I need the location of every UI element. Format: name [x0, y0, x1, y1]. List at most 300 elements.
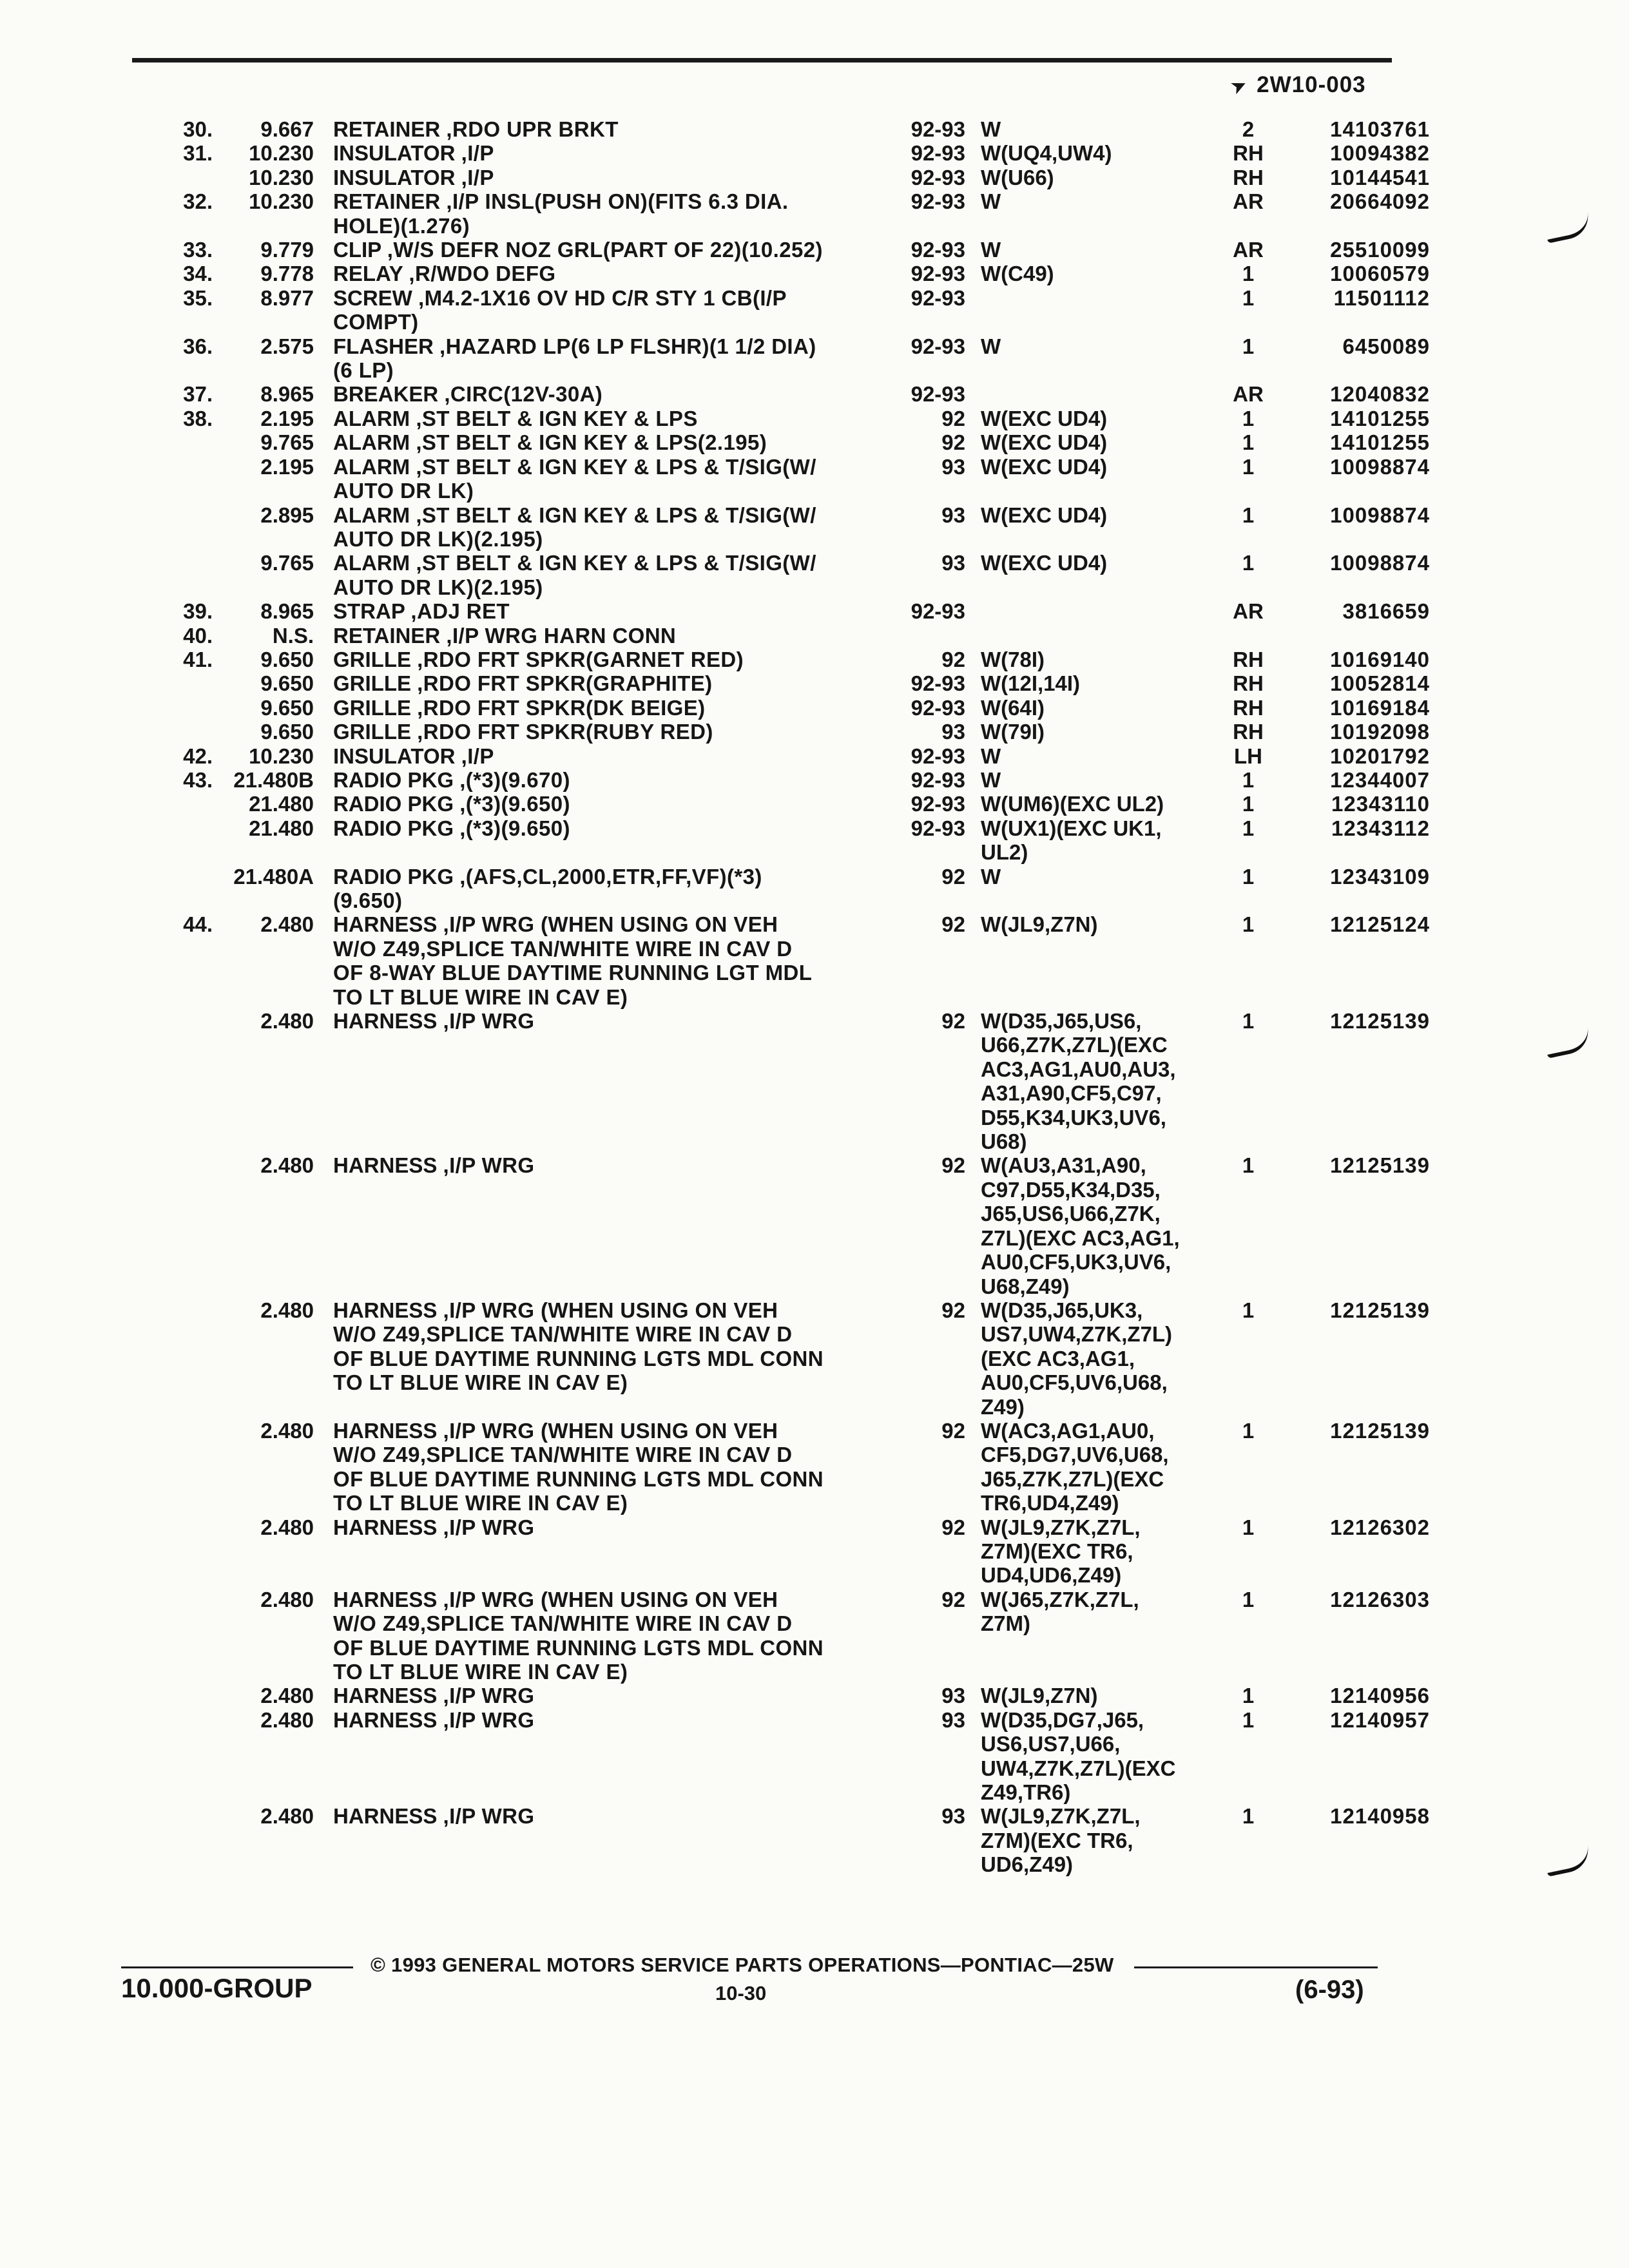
figure-number: 2.480 [260, 1418, 314, 1443]
part-description [333, 1298, 886, 1419]
part-name: GRILLE [333, 695, 418, 720]
usage-codes: W [981, 334, 1001, 358]
ref-number: 41. [183, 647, 213, 671]
part-detail: ,M4.2-1X16 OV HD C/R STY 1 CB(I/P COMPT) [333, 285, 787, 334]
part-name: GRILLE [333, 671, 418, 696]
parts-row [0, 1588, 1629, 1684]
figure-number: 2.480 [260, 1684, 314, 1708]
usage-codes [977, 599, 1217, 623]
ref-number: 30. [183, 117, 213, 141]
usage-codes: W(64I) [981, 695, 1045, 720]
model-years: 92 [941, 647, 965, 671]
figure-number: 10.230 [249, 165, 314, 189]
quantity: 1 [1242, 1515, 1255, 1539]
quantity: 1 [1242, 912, 1255, 937]
part-name: GRILLE [333, 647, 418, 671]
part-detail: ,I/P [461, 744, 494, 768]
part-number: 14103761 [1330, 117, 1430, 141]
part-detail: ,RDO FRT SPKR(GARNET RED) [417, 647, 744, 671]
part-number: 12140958 [1330, 1804, 1430, 1829]
part-number: 12125139 [1330, 1418, 1430, 1443]
parts-row [0, 816, 1629, 865]
part-detail: ,I/P WRG [443, 1009, 535, 1033]
ref-number: 36. [183, 334, 213, 358]
quantity: 1 [1242, 1418, 1255, 1443]
copyright-line: © 1993 GENERAL MOTORS SERVICE PARTS OPERATIONS—PONTIAC—25W [371, 1954, 1114, 1976]
model-years: 92 [941, 912, 965, 937]
part-name: HARNESS [333, 912, 443, 937]
parts-row [0, 166, 1629, 189]
part-name: STRAP [333, 599, 411, 624]
model-years: 93 [941, 1804, 965, 1829]
parts-row [0, 503, 1629, 552]
part-name: ALARM [333, 503, 416, 527]
part-description [333, 624, 886, 648]
part-description [333, 189, 886, 238]
ref-number [0, 551, 213, 599]
ref-number: 38. [183, 406, 213, 430]
part-description [333, 744, 886, 768]
model-years: 93 [941, 1707, 965, 1732]
parts-row [0, 912, 1629, 1009]
parts-row [0, 1515, 1629, 1588]
figure-number: 9.650 [260, 720, 314, 744]
part-number: 12126303 [1330, 1587, 1430, 1611]
part-name: RADIO PKG [333, 767, 460, 792]
usage-codes [977, 624, 1217, 648]
ref-number [0, 1515, 213, 1588]
part-description [333, 720, 886, 744]
ref-number [0, 671, 213, 695]
part-name: ALARM [333, 551, 416, 575]
ref-number: 43. [183, 767, 213, 792]
quantity: AR [1233, 382, 1264, 407]
parts-row [0, 407, 1629, 430]
part-detail: ,HAZARD LP(6 LP FLSHR)(1 1/2 DIA) (6 LP) [333, 334, 816, 383]
part-description [333, 1708, 886, 1805]
part-number: 14101255 [1330, 406, 1430, 430]
quantity: RH [1233, 141, 1264, 166]
quantity: 1 [1242, 454, 1255, 479]
figure-number: 21.480 [249, 816, 314, 840]
part-description [333, 1588, 886, 1684]
quantity: 1 [1242, 1804, 1255, 1829]
part-detail: ,I/P WRG [443, 1684, 535, 1708]
part-name: HARNESS [333, 1707, 443, 1732]
part-number: 25510099 [1330, 238, 1430, 262]
quantity: 1 [1242, 1298, 1255, 1322]
usage-codes: W [981, 864, 1001, 889]
part-detail: ,I/P WRG [443, 1153, 535, 1178]
model-years: 92-93 [911, 141, 965, 166]
ref-number: 32. [183, 189, 213, 214]
part-number: 10192098 [1330, 720, 1430, 744]
usage-codes: W [981, 117, 1001, 141]
parts-row [0, 334, 1629, 383]
usage-codes: W(U66) [981, 165, 1054, 189]
part-detail: ,I/P WRG (WHEN USING ON VEH W/O Z49,SPLICE TAN/WHITE WIRE IN CAV D OF BLUE DAYTIME RUNNING LGTS MDL CONN TO LT BLUE WIRE IN CAV E) [333, 1298, 824, 1395]
part-name: FLASHER [333, 334, 439, 358]
part-number: 10094382 [1330, 141, 1430, 166]
quantity: 2 [1242, 117, 1255, 141]
figure-number: 9.778 [260, 262, 314, 286]
part-description [333, 1515, 886, 1588]
part-description [333, 1419, 886, 1515]
ref-number: 34. [183, 262, 213, 286]
model-years: 92-93 [911, 262, 965, 286]
parts-row [0, 286, 1629, 334]
parts-row [0, 744, 1629, 768]
figure-number: 2.480 [260, 912, 314, 937]
parts-list [0, 117, 1629, 1877]
part-description [333, 117, 886, 141]
figure-number: 2.480 [260, 1804, 314, 1829]
part-description [333, 648, 886, 671]
usage-codes: W(EXC UD4) [981, 503, 1108, 527]
part-number: 14101255 [1330, 430, 1430, 455]
top-rule [132, 58, 1392, 62]
usage-codes: W(D35,J65,UK3, US7,UW4,Z7K,Z7L) (EXC AC3,AG1, AU0,CF5,UV6,U68, Z49) [981, 1298, 1173, 1419]
parts-row [0, 720, 1629, 744]
model-years: 92-93 [911, 334, 965, 358]
model-years: 92-93 [911, 695, 965, 720]
part-number: 10144541 [1330, 165, 1430, 189]
model-years: 92-93 [911, 382, 965, 407]
footer-rule-left [121, 1966, 353, 1968]
figure-number: 2.575 [260, 334, 314, 358]
part-description [333, 671, 886, 695]
part-number: 6450089 [1342, 334, 1430, 358]
ref-number [0, 1708, 213, 1805]
figure-number: 8.965 [260, 599, 314, 624]
part-detail: ,(*3)(9.650) [459, 792, 570, 816]
model-years [886, 624, 977, 648]
usage-codes [977, 382, 1217, 406]
ref-number: 39. [183, 599, 213, 624]
figure-number: 2.195 [260, 406, 314, 430]
model-years: 92-93 [911, 767, 965, 792]
figure-number: 2.480 [260, 1009, 314, 1033]
model-years: 92 [941, 1418, 965, 1443]
ref-number: 44. [183, 912, 213, 937]
part-detail: ,(*3)(9.670) [459, 767, 570, 792]
part-description [333, 1804, 886, 1876]
part-detail: ,R/WDO DEFG [409, 262, 556, 286]
model-years: 92-93 [911, 671, 965, 696]
parts-row [0, 238, 1629, 262]
ref-number: 40. [183, 623, 213, 648]
part-description [333, 816, 886, 865]
part-number: 10098874 [1330, 503, 1430, 527]
parts-row [0, 792, 1629, 816]
quantity: RH [1233, 695, 1264, 720]
usage-codes: W(EXC UD4) [981, 406, 1108, 430]
ref-number: 35. [183, 285, 213, 310]
ref-number: 42. [183, 744, 213, 768]
model-years: 92-93 [911, 189, 965, 214]
ref-number [0, 455, 213, 503]
part-description [333, 430, 886, 454]
usage-codes: W(JL9,Z7K,Z7L, Z7M)(EXC TR6, UD4,UD6,Z49) [981, 1515, 1141, 1588]
figure-number: N.S. [272, 623, 314, 648]
parts-row [0, 189, 1629, 238]
model-years: 92 [941, 1515, 965, 1539]
part-number: 10169140 [1330, 647, 1430, 671]
part-name: GRILLE [333, 720, 418, 744]
part-detail: ,ST BELT & IGN KEY & LPS & T/SIG(W/ AUTO DR LK)(2.195) [333, 551, 816, 599]
quantity: 1 [1242, 406, 1255, 430]
part-number: 12344007 [1330, 767, 1430, 792]
part-detail: ,(*3)(9.650) [459, 816, 570, 840]
part-name: RETAINER [333, 623, 447, 648]
usage-codes: W(J65,Z7K,Z7L, Z7M) [981, 1587, 1139, 1636]
group-label: 10.000-GROUP [121, 1973, 313, 2003]
part-detail: ,I/P WRG (WHEN USING ON VEH W/O Z49,SPLICE TAN/WHITE WIRE IN CAV D OF BLUE DAYTIME RUNNING LGTS MDL CONN TO LT BLUE WIRE IN CAV E) [333, 1418, 824, 1515]
part-description [333, 551, 886, 599]
model-years: 92 [941, 1009, 965, 1033]
figure-number: 10.230 [249, 189, 314, 214]
quantity: 1 [1242, 551, 1255, 575]
ref-number [0, 865, 213, 913]
parts-row [0, 430, 1629, 454]
ref-number [0, 1804, 213, 1876]
usage-codes: W(D35,DG7,J65, US6,US7,U66, UW4,Z7K,Z7L)(EXC Z49,TR6) [981, 1707, 1176, 1805]
parts-row [0, 865, 1629, 913]
parts-row [0, 671, 1629, 695]
edition-date: (6-93) [1295, 1975, 1364, 2004]
footer-rule-right [1134, 1966, 1378, 1968]
quantity: 1 [1242, 1684, 1255, 1708]
quantity: 1 [1242, 503, 1255, 527]
part-number: 10201792 [1330, 744, 1430, 768]
model-years: 93 [941, 551, 965, 575]
part-name: HARNESS [333, 1418, 443, 1443]
part-description [333, 599, 886, 623]
ref-number [0, 792, 213, 816]
usage-codes [977, 286, 1217, 334]
quantity: 1 [1242, 430, 1255, 455]
part-name: HARNESS [333, 1587, 443, 1611]
ref-number [0, 1298, 213, 1419]
part-name: INSULATOR [333, 744, 461, 768]
ref-number [0, 1684, 213, 1707]
quantity: 1 [1242, 1009, 1255, 1033]
part-detail: ,RDO UPR BRKT [446, 117, 619, 141]
part-name: ALARM [333, 406, 416, 430]
page-code-text: 2W10-003 [1257, 72, 1366, 97]
part-description [333, 334, 886, 383]
part-detail: ,ST BELT & IGN KEY & LPS [416, 406, 698, 430]
parts-row [0, 624, 1629, 648]
figure-number: 21.480B [233, 767, 314, 792]
figure-number: 2.480 [260, 1707, 314, 1732]
figure-number: 8.977 [260, 285, 314, 310]
parts-row [0, 1684, 1629, 1707]
parts-row [0, 599, 1629, 623]
model-years: 92 [941, 1298, 965, 1322]
part-detail: ,ST BELT & IGN KEY & LPS & T/SIG(W/ AUTO DR LK) [333, 454, 816, 503]
part-detail: ,I/P [461, 141, 494, 166]
part-detail: ,I/P WRG (WHEN USING ON VEH W/O Z49,SPLICE TAN/WHITE WIRE IN CAV D OF BLUE DAYTIME RUNNING LGTS MDL CONN TO LT BLUE WIRE IN CAV E) [333, 1587, 824, 1684]
part-name: RETAINER [333, 117, 447, 141]
model-years: 92-93 [911, 285, 965, 310]
part-name: INSULATOR [333, 165, 461, 189]
model-years: 92-93 [911, 744, 965, 768]
quantity: RH [1233, 165, 1264, 189]
part-description [333, 382, 886, 406]
parts-row [0, 1708, 1629, 1805]
model-years: 92-93 [911, 117, 965, 141]
part-detail: ,I/P WRG (WHEN USING ON VEH W/O Z49,SPLICE TAN/WHITE WIRE IN CAV D OF 8-WAY BLUE DAYTIME RUNNING LGT MDL TO LT BLUE WIRE IN CAV E) [333, 912, 813, 1009]
part-number: 12126302 [1330, 1515, 1430, 1539]
part-number: 12140957 [1330, 1707, 1430, 1732]
parts-row [0, 117, 1629, 141]
part-name: RADIO PKG [333, 792, 460, 816]
part-description [333, 768, 886, 792]
usage-codes: W(JL9,Z7N) [981, 912, 1098, 937]
figure-number: 9.765 [260, 430, 314, 455]
part-detail: ,RDO FRT SPKR(GRAPHITE) [417, 671, 713, 696]
usage-codes: W [981, 238, 1001, 262]
part-number: 10169184 [1330, 695, 1430, 720]
usage-codes: W(79I) [981, 720, 1045, 744]
parts-row [0, 262, 1629, 285]
model-years: 92 [941, 406, 965, 430]
quantity: 1 [1242, 767, 1255, 792]
quantity: LH [1234, 744, 1262, 768]
usage-codes: W(UX1)(EXC UK1, UL2) [981, 816, 1162, 865]
figure-number: 2.480 [260, 1298, 314, 1322]
part-description [333, 912, 886, 1009]
part-number: 12125124 [1330, 912, 1430, 937]
quantity: 1 [1242, 1707, 1255, 1732]
quantity: 1 [1242, 334, 1255, 358]
part-detail: ,ST BELT & IGN KEY & LPS(2.195) [416, 430, 767, 455]
model-years: 92-93 [911, 599, 965, 624]
ref-number: 33. [183, 238, 213, 262]
ref-number [0, 1588, 213, 1684]
part-description [333, 1009, 886, 1153]
part-name: RELAY [333, 262, 409, 286]
quantity: AR [1233, 599, 1264, 624]
usage-codes: W [981, 744, 1001, 768]
usage-codes: W(JL9,Z7K,Z7L, Z7M)(EXC TR6, UD6,Z49) [981, 1804, 1141, 1877]
usage-codes: W(AU3,A31,A90, C97,D55,K34,D35, J65,US6,U66,Z7K, Z7L)(EXC AC3,AG1, AU0,CF5,UK3,UV6, U68,Z49) [981, 1153, 1180, 1298]
usage-codes: W(UM6)(EXC UL2) [981, 792, 1164, 816]
figure-number: 9.650 [260, 695, 314, 720]
part-number: 3816659 [1342, 599, 1430, 624]
figure-number: 2.195 [260, 454, 314, 479]
model-years: 92-93 [911, 792, 965, 816]
quantity: 1 [1242, 816, 1255, 840]
part-detail: ,CIRC(12V-30A) [444, 382, 603, 407]
part-name: SCREW [333, 285, 418, 310]
part-name: RETAINER [333, 189, 447, 214]
part-description [333, 792, 886, 816]
model-years: 92 [941, 1153, 965, 1178]
quantity: 1 [1242, 864, 1255, 889]
usage-codes: W(D35,J65,US6, U66,Z7K,Z7L)(EXC AC3,AG1,AU0,AU3, A31,A90,CF5,C97, D55,K34,UK3,UV6, U68) [981, 1009, 1176, 1154]
part-detail: ,RDO FRT SPKR(RUBY RED) [417, 720, 713, 744]
part-number: 20664092 [1330, 189, 1430, 214]
part-description [333, 166, 886, 189]
model-years: 92-93 [911, 816, 965, 840]
ref-number [0, 503, 213, 552]
figure-number: 9.650 [260, 671, 314, 696]
part-detail: ,(AFS,CL,2000,ETR,FF,VF)(*3) (9.650) [333, 864, 762, 912]
quantity: RH [1233, 671, 1264, 696]
ref-number [0, 430, 213, 454]
parts-row [0, 141, 1629, 165]
quantity: 1 [1242, 262, 1255, 286]
quantity: RH [1233, 647, 1264, 671]
parts-row [0, 1804, 1629, 1876]
part-name: HARNESS [333, 1684, 443, 1708]
pointer-icon: ➤ [1227, 73, 1251, 99]
part-detail: ,I/P WRG HARN CONN [446, 623, 677, 648]
part-number: 10098874 [1330, 551, 1430, 575]
part-description [333, 141, 886, 165]
parts-row [0, 1298, 1629, 1419]
usage-codes: W(EXC UD4) [981, 454, 1108, 479]
part-number [1280, 624, 1430, 648]
quantity: AR [1233, 189, 1264, 214]
model-years: 93 [941, 454, 965, 479]
part-number: 12343109 [1330, 864, 1430, 889]
figure-number: 8.965 [260, 382, 314, 407]
ref-number [0, 696, 213, 720]
ref-number [0, 1153, 213, 1298]
model-years: 93 [941, 1684, 965, 1708]
figure-number: 10.230 [249, 141, 314, 166]
part-description [333, 238, 886, 262]
part-description [333, 455, 886, 503]
part-name: HARNESS [333, 1298, 443, 1322]
quantity [1217, 624, 1280, 648]
part-description [333, 865, 886, 913]
figure-number: 2.895 [260, 503, 314, 527]
model-years: 92 [941, 1587, 965, 1611]
quantity: 1 [1242, 792, 1255, 816]
part-name: ALARM [333, 430, 416, 455]
quantity: 1 [1242, 285, 1255, 310]
figure-number: 9.667 [260, 117, 314, 141]
parts-row [0, 648, 1629, 671]
model-years: 92 [941, 430, 965, 455]
figure-number: 2.480 [260, 1515, 314, 1539]
figure-number: 9.765 [260, 551, 314, 575]
ref-number: 37. [183, 382, 213, 407]
part-detail: ,RDO FRT SPKR(DK BEIGE) [417, 695, 706, 720]
figure-number: 9.779 [260, 238, 314, 262]
part-number: 10052814 [1330, 671, 1430, 696]
quantity: 1 [1242, 1153, 1255, 1178]
part-number: 12125139 [1330, 1009, 1430, 1033]
part-description [333, 696, 886, 720]
figure-number: 21.480 [249, 792, 314, 816]
ref-number [0, 816, 213, 865]
part-name: BREAKER [333, 382, 445, 407]
usage-codes: W(EXC UD4) [981, 551, 1108, 575]
figure-number: 9.650 [260, 647, 314, 671]
figure-number: 2.480 [260, 1587, 314, 1611]
quantity: AR [1233, 238, 1264, 262]
part-name: RADIO PKG [333, 864, 460, 889]
part-name: ALARM [333, 454, 416, 479]
part-number: 10098874 [1330, 454, 1430, 479]
model-years: 92-93 [911, 238, 965, 262]
part-detail: ,W/S DEFR NOZ GRL(PART OF 22)(10.252) [387, 238, 823, 262]
